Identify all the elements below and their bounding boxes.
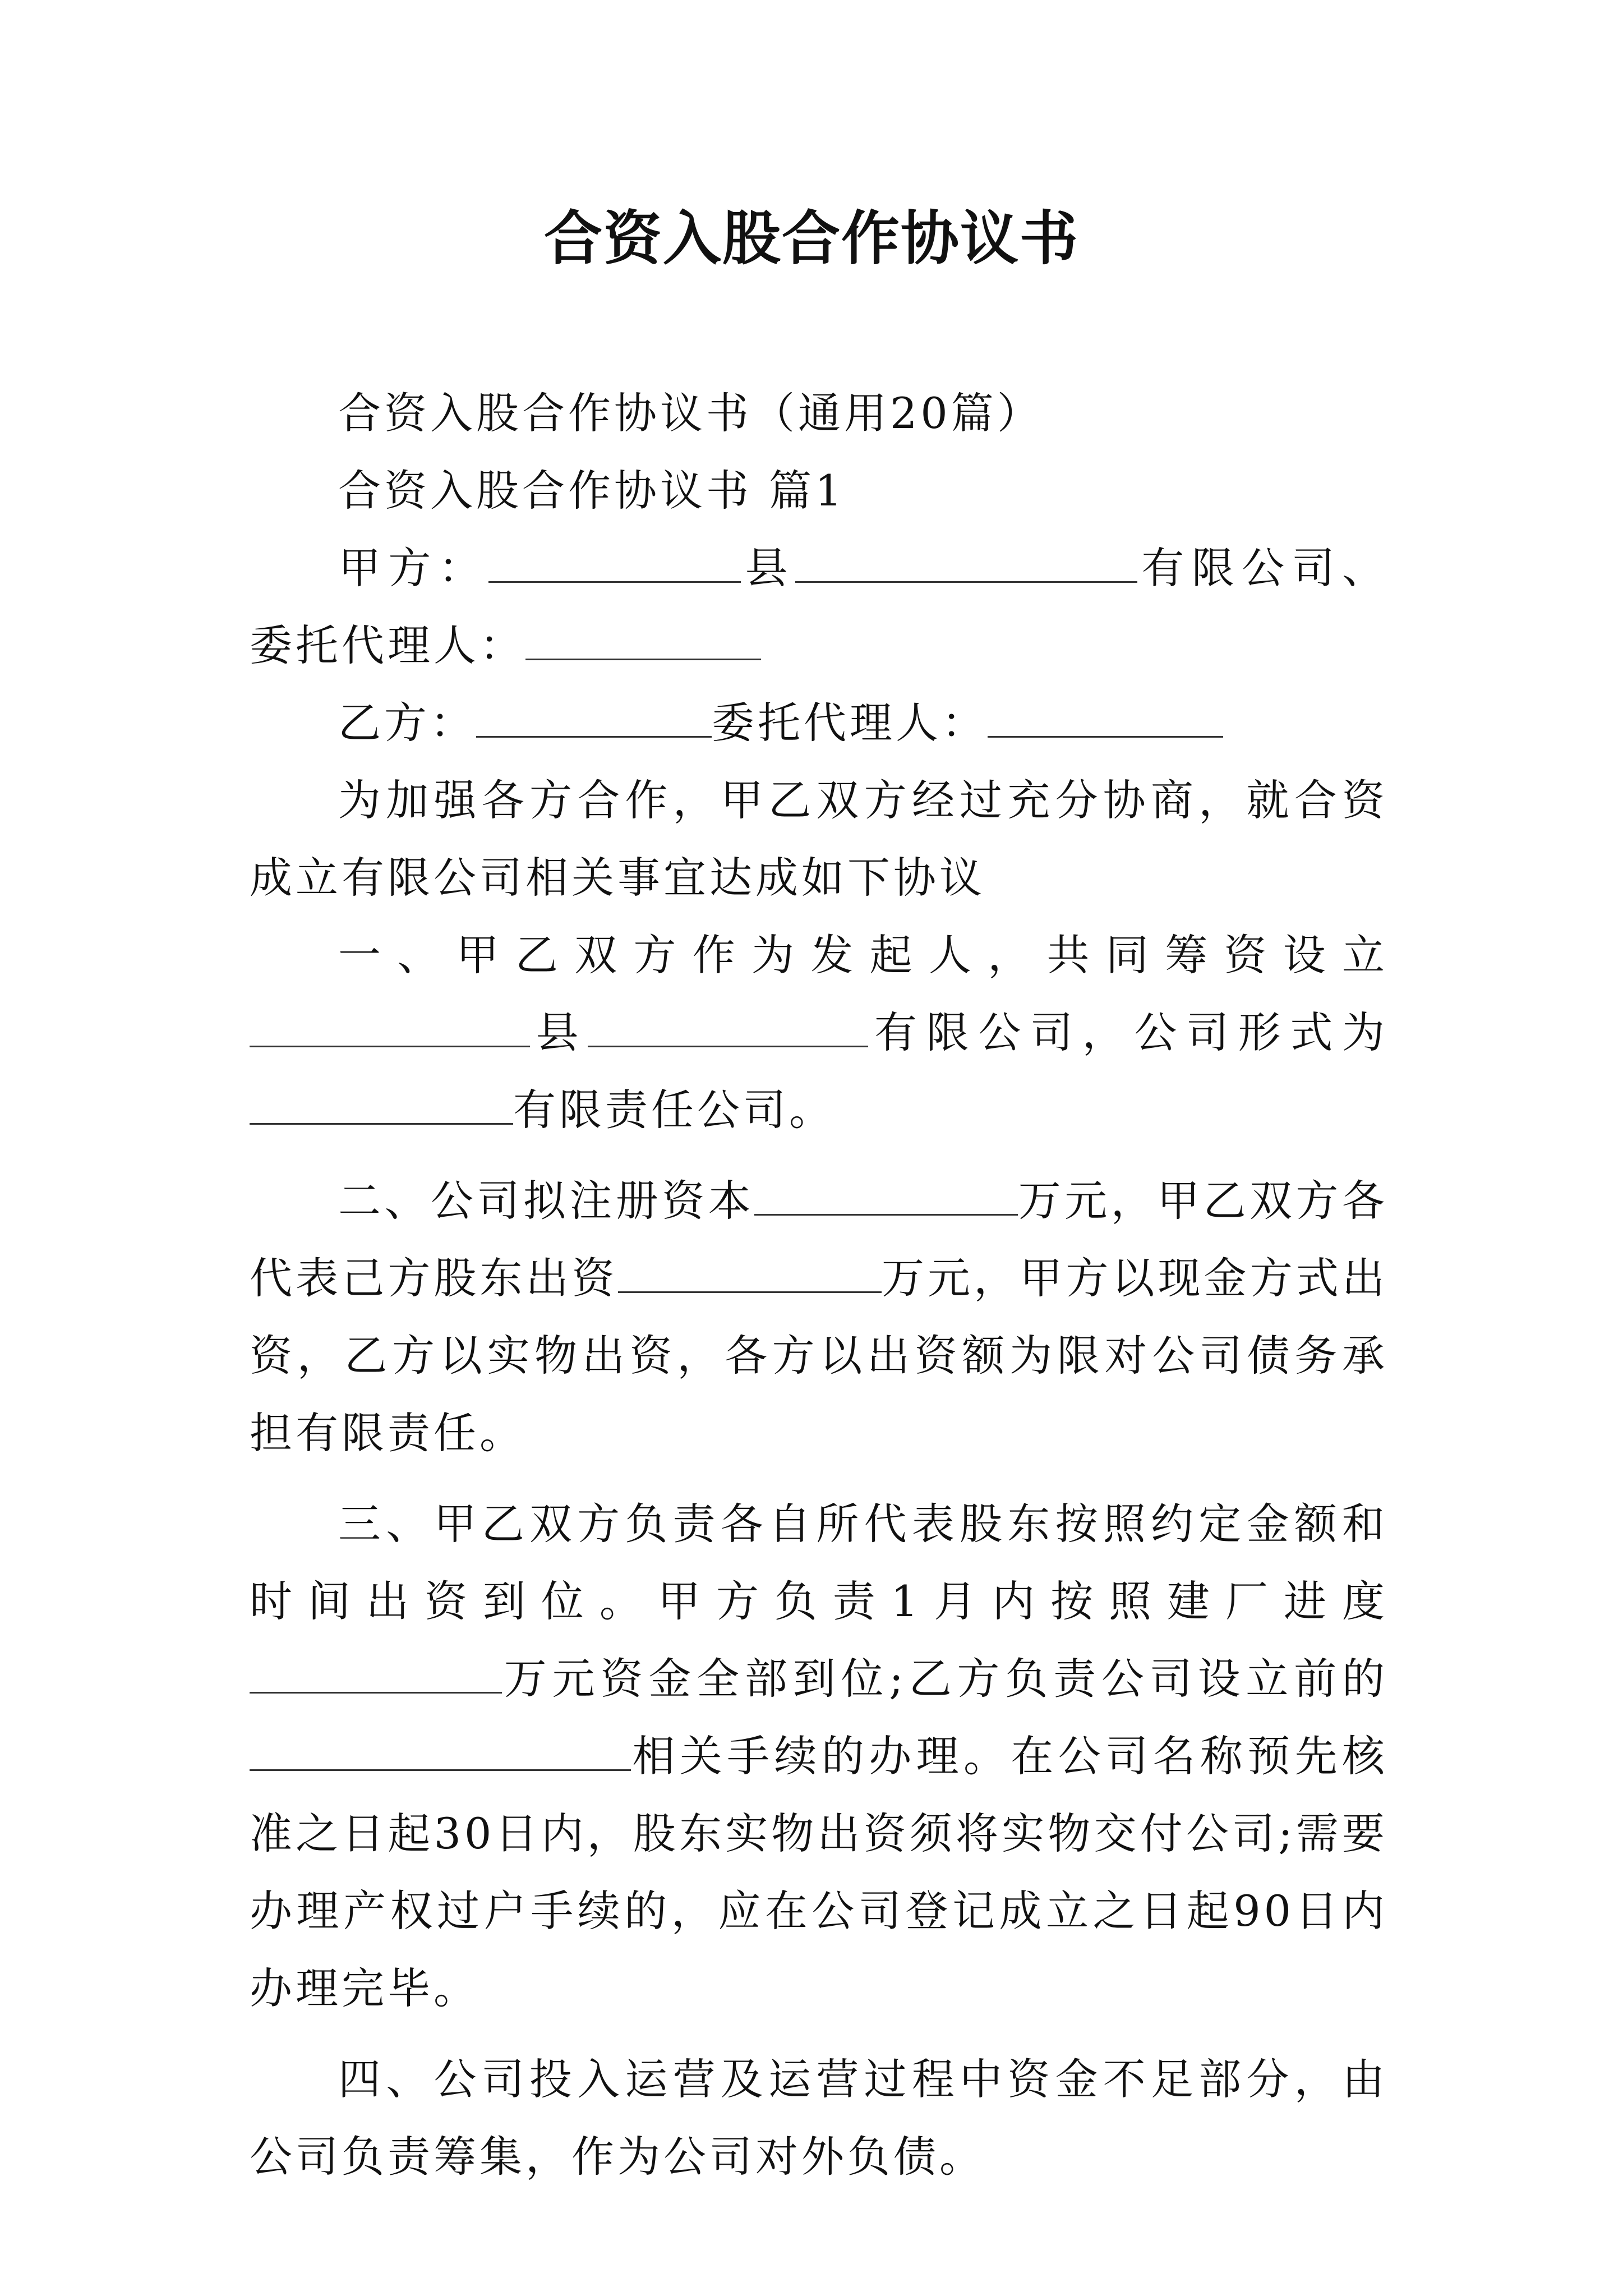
party-b-label: 乙方： bbox=[338, 698, 476, 748]
subtitle: 合资入股合作协议书（通用20篇） bbox=[338, 388, 1043, 438]
blank-field bbox=[588, 1011, 868, 1047]
blank-field bbox=[250, 1088, 513, 1125]
document-body bbox=[250, 375, 1388, 2196]
blank-field bbox=[754, 1179, 1018, 1216]
document-title: 合资入股合作协议书 bbox=[543, 204, 1079, 273]
party-b-line: 乙方： 委托代理人： bbox=[250, 684, 1388, 762]
clause-3: 三、甲乙双方负责各自所代表股东按照约定金额和时间出资到位。甲方负责1月内按照建厂进度万元资金全部到位;乙方负责公司设立前的相关手续的办理。在公司名称预先核准之日起30日内，股东实物出资须将实物交付公司;需要办理产权过户手续的，应在公司登记成立之日起90日内办理完毕。 bbox=[250, 1499, 1388, 2013]
blank-field bbox=[488, 546, 741, 583]
blank-field bbox=[988, 701, 1223, 738]
blank-field bbox=[250, 1657, 502, 1694]
party-a-label: 甲方： bbox=[338, 543, 489, 593]
clause-1: 一、甲乙双方作为发起人，共同筹资设立县 有限公司，公司形式为有限责任公司。 bbox=[250, 917, 1388, 1149]
blank-field bbox=[525, 624, 761, 660]
blank-field bbox=[476, 701, 712, 738]
clause-4: 四、公司投入运营及运营过程中资金不足部分，由公司负责筹集，作为公司对外负债。 bbox=[250, 2054, 1388, 2182]
intro-paragraph: 为加强各方合作，甲乙双方经过充分协商，就合资成立有限公司相关事宜达成如下协议 bbox=[250, 775, 1388, 903]
blank-field bbox=[795, 546, 1137, 583]
blank-field bbox=[250, 1011, 530, 1047]
blank-field bbox=[618, 1257, 882, 1293]
party-a-line: 甲方： 县 有限公司、委托代理人： bbox=[250, 543, 1389, 670]
blank-field bbox=[250, 1734, 631, 1771]
section-heading: 合资入股合作协议书 篇1 bbox=[338, 466, 846, 516]
clause-2: 二、公司拟注册资本 万元，甲乙双方各代表己方股东出资 万元，甲方以现金方式出资，乙方以实物出资，各方以出资额为限对公司债务承担有限责任。 bbox=[250, 1176, 1389, 1458]
